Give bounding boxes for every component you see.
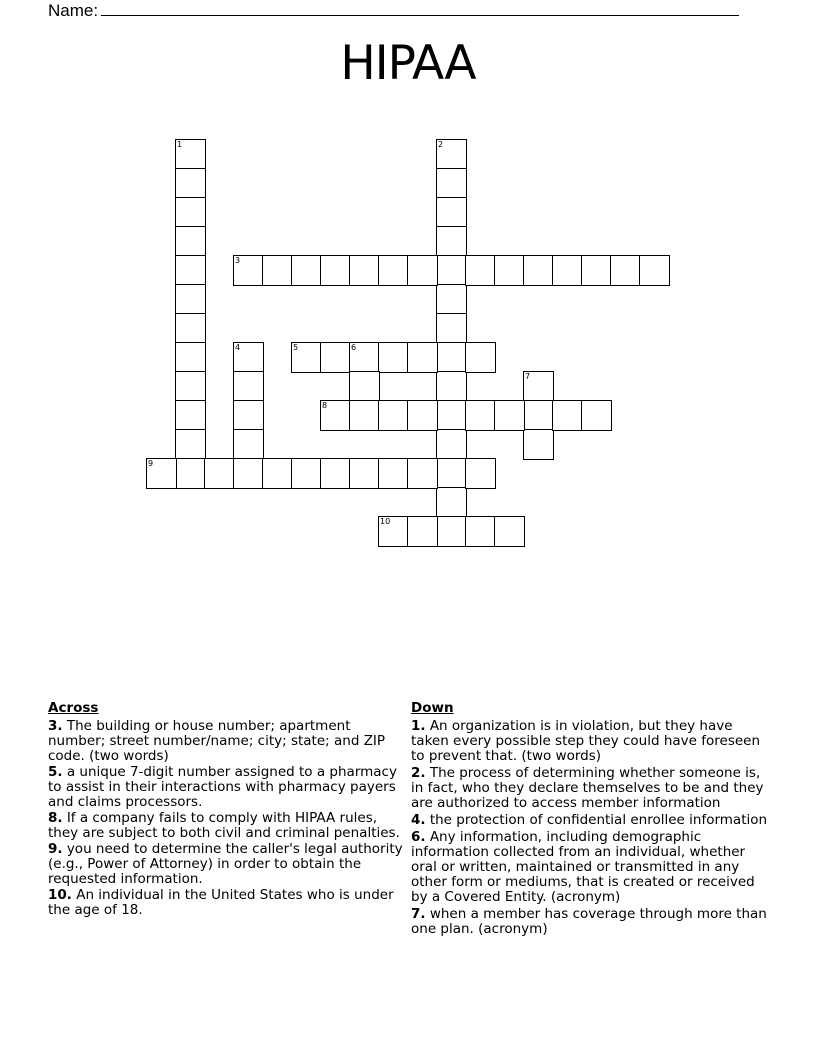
clue-text: An organization is in violation, but they have taken every possible step they could have foreseen to prevent that. (two words) bbox=[411, 718, 761, 764]
clue-text: a unique 7-digit number assigned to a pharmacy to assist in their interactions with pharmacy payers and claims processors. bbox=[48, 764, 397, 810]
crossword-cell bbox=[581, 255, 612, 286]
crossword-cell bbox=[523, 371, 554, 402]
clue-number: 8. bbox=[48, 810, 63, 826]
crossword-cell bbox=[436, 487, 467, 518]
clue-number: 2 bbox=[438, 140, 444, 149]
crossword-cell bbox=[233, 255, 264, 286]
crossword-cell bbox=[436, 429, 467, 460]
crossword-cell bbox=[639, 255, 670, 286]
across-clues bbox=[48, 700, 404, 919]
across-clue bbox=[48, 719, 404, 764]
clue-number: 5 bbox=[293, 343, 299, 352]
crossword-cell bbox=[175, 313, 206, 344]
crossword-cell bbox=[262, 458, 293, 489]
clue-text: the protection of confidential enrollee information bbox=[425, 812, 768, 828]
crossword-cell bbox=[436, 400, 467, 431]
crossword-cell bbox=[436, 197, 467, 228]
crossword-cell bbox=[233, 400, 264, 431]
crossword-cell bbox=[175, 226, 206, 257]
crossword-cell bbox=[204, 458, 235, 489]
crossword-cell bbox=[349, 371, 380, 402]
crossword-cell bbox=[436, 139, 467, 170]
clue-text: Any information, including demographic information collected from an individual, whether oral or written, maintained or transmitted in any other form or mediums, that is created or received by a Covered Entity. (acronym) bbox=[411, 829, 755, 905]
crossword-cell bbox=[320, 400, 351, 431]
crossword-cell bbox=[175, 371, 206, 402]
crossword-cell bbox=[378, 516, 409, 547]
crossword-cell bbox=[407, 255, 438, 286]
clue-number: 3 bbox=[235, 256, 241, 265]
crossword-cell bbox=[233, 458, 264, 489]
crossword-cell bbox=[436, 342, 467, 373]
down-clue bbox=[411, 766, 773, 811]
down-clue bbox=[411, 830, 773, 905]
clue-text: If a company fails to comply with HIPAA rules, they are subject to both civil and criminal penalties. bbox=[48, 810, 400, 841]
crossword-cell bbox=[552, 400, 583, 431]
crossword-cell bbox=[407, 342, 438, 373]
clue-number: 10 bbox=[380, 517, 391, 526]
crossword-cell bbox=[436, 313, 467, 344]
crossword-cell bbox=[233, 429, 264, 460]
crossword-cell bbox=[291, 342, 322, 373]
crossword-cell bbox=[436, 284, 467, 315]
crossword-cell bbox=[465, 255, 496, 286]
clue-number: 3. bbox=[48, 718, 63, 734]
down-clue bbox=[411, 907, 773, 937]
crossword-cell bbox=[175, 139, 206, 170]
page-title: HIPAA bbox=[340, 36, 476, 91]
down-heading: Down bbox=[411, 700, 454, 716]
clue-number: 4 bbox=[235, 343, 241, 352]
crossword-cell bbox=[465, 458, 496, 489]
clue-text: when a member has coverage through more than one plan. (acronym) bbox=[411, 906, 767, 937]
crossword-cell bbox=[175, 197, 206, 228]
crossword-cell bbox=[523, 429, 554, 460]
crossword-cell bbox=[378, 255, 409, 286]
crossword-cell bbox=[175, 255, 206, 286]
clue-number: 4. bbox=[411, 812, 426, 828]
crossword-cell bbox=[320, 255, 351, 286]
crossword-cell bbox=[465, 516, 496, 547]
crossword-cell bbox=[175, 168, 206, 199]
crossword-cell bbox=[494, 255, 525, 286]
crossword-cell bbox=[436, 458, 467, 489]
crossword-cell bbox=[465, 342, 496, 373]
crossword-cell bbox=[407, 458, 438, 489]
across-clue bbox=[48, 811, 404, 841]
across-clue bbox=[48, 888, 404, 918]
crossword-cell bbox=[349, 255, 380, 286]
across-heading: Across bbox=[48, 700, 99, 716]
crossword-cell bbox=[494, 400, 525, 431]
crossword-cell bbox=[610, 255, 641, 286]
across-clue-list bbox=[48, 719, 404, 918]
crossword-cell bbox=[378, 342, 409, 373]
clue-number: 10. bbox=[48, 887, 72, 903]
clue-number: 6 bbox=[351, 343, 357, 352]
crossword-cell bbox=[175, 458, 206, 489]
crossword-cell bbox=[407, 516, 438, 547]
crossword-cell bbox=[349, 342, 380, 373]
down-clues bbox=[411, 700, 773, 939]
clue-number: 6. bbox=[411, 829, 426, 845]
crossword-cell bbox=[349, 458, 380, 489]
clue-number: 1. bbox=[411, 718, 426, 734]
crossword-cell bbox=[320, 458, 351, 489]
clue-number: 2. bbox=[411, 765, 426, 781]
crossword-cell bbox=[581, 400, 612, 431]
crossword-cell bbox=[233, 342, 264, 373]
across-clue bbox=[48, 842, 404, 887]
crossword-cell bbox=[465, 400, 496, 431]
crossword-cell bbox=[262, 255, 293, 286]
name-label: Name: bbox=[48, 1, 99, 20]
crossword-cell bbox=[146, 458, 177, 489]
clue-number: 7 bbox=[525, 372, 531, 381]
crossword-cell bbox=[349, 400, 380, 431]
crossword-cell bbox=[175, 429, 206, 460]
crossword-cell bbox=[175, 400, 206, 431]
down-clue-list bbox=[411, 719, 773, 937]
crossword-cell bbox=[175, 342, 206, 373]
clue-number: 9. bbox=[48, 841, 63, 857]
crossword-cell bbox=[291, 255, 322, 286]
crossword-cell bbox=[494, 516, 525, 547]
clue-text: The process of determining whether someone is, in fact, who they declare themselves to be and they are authorized to access member information bbox=[411, 765, 764, 811]
clue-number: 9 bbox=[148, 459, 154, 468]
down-clue bbox=[411, 813, 773, 828]
crossword-cell bbox=[436, 371, 467, 402]
crossword-cell bbox=[320, 342, 351, 373]
clue-number: 5. bbox=[48, 764, 63, 780]
clue-text: The building or house number; apartment number; street number/name; city; state; and ZIP code. (two words) bbox=[48, 718, 386, 764]
down-clue bbox=[411, 719, 773, 764]
crossword-cell bbox=[291, 458, 322, 489]
crossword-cell bbox=[436, 168, 467, 199]
clue-number: 1 bbox=[177, 140, 183, 149]
crossword-cell bbox=[523, 255, 554, 286]
crossword-cell bbox=[378, 400, 409, 431]
crossword-cell bbox=[233, 371, 264, 402]
crossword-cell bbox=[436, 226, 467, 257]
clue-number: 8 bbox=[322, 401, 328, 410]
crossword-cell bbox=[407, 400, 438, 431]
crossword-cell bbox=[175, 284, 206, 315]
clue-text: An individual in the United States who is under the age of 18. bbox=[48, 887, 394, 918]
crossword-cell bbox=[436, 255, 467, 286]
crossword-cell bbox=[436, 516, 467, 547]
crossword-cell bbox=[378, 458, 409, 489]
across-clue bbox=[48, 765, 404, 810]
clue-text: you need to determine the caller's legal authority (e.g., Power of Attorney) in order to obtain the requested information. bbox=[48, 841, 403, 887]
crossword-cell bbox=[523, 400, 554, 431]
crossword-cell bbox=[552, 255, 583, 286]
clue-number: 7. bbox=[411, 906, 426, 922]
